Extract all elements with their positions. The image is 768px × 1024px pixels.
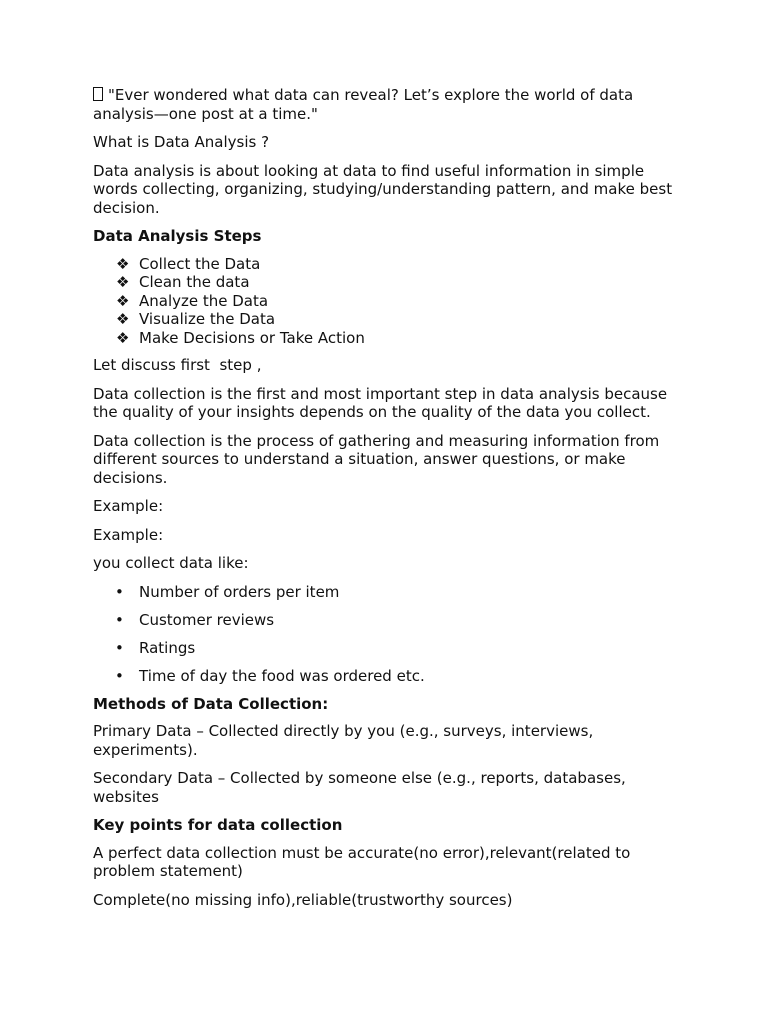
secondary-data-paragraph: Secondary Data – Collected by someone else (e.g., reports, databases, websites <box>93 769 626 806</box>
bullet-icon: • <box>115 638 124 657</box>
diamond-bullet-icon: ❖ <box>116 328 130 347</box>
steps-heading: Data Analysis Steps <box>93 227 262 245</box>
list-item: • Ratings <box>115 638 196 657</box>
key-points-line-1: A perfect data collection must be accurate(no error),relevant(related to problem statement) <box>93 843 631 880</box>
diamond-bullet-icon: ❖ <box>116 273 130 291</box>
list-item: ❖ Analyze the Data <box>116 291 269 310</box>
primary-data-paragraph: Primary Data – Collected directly by you (e.g., surveys, interviews, experiments). <box>93 722 594 759</box>
steps-list <box>93 255 673 348</box>
diamond-bullet-icon: ❖ <box>116 254 130 273</box>
list-item: ❖ Make Decisions or Take Action <box>116 328 365 347</box>
key-points-line-2: Complete(no missing info),reliable(trustworthy sources) <box>93 890 513 909</box>
list-item: • Time of day the food was ordered etc. <box>115 666 425 685</box>
examples-list <box>93 583 673 686</box>
list-item: ❖ Collect the Data <box>116 254 261 273</box>
intro-text: "Ever wondered what data can reveal? Let’s explore the world of data analysis—one post at a time." <box>93 86 634 123</box>
missing-glyph-icon <box>93 87 103 101</box>
key-points-heading: Key points for data collection <box>93 816 343 834</box>
bullet-icon: • <box>115 666 124 685</box>
question-paragraph: What is Data Analysis ? <box>93 133 270 151</box>
diamond-bullet-icon: ❖ <box>116 291 130 310</box>
methods-heading: Methods of Data Collection: <box>93 694 329 713</box>
bullet-icon: • <box>115 582 124 601</box>
example-label-1: Example: <box>93 497 164 515</box>
first-step-paragraph: Let discuss first step , <box>93 356 262 374</box>
list-item: • Number of orders per item <box>115 582 340 601</box>
document-page <box>93 86 673 919</box>
definition-paragraph: Data analysis is about looking at data to find useful information in simple words collecting, organizing, studying/understanding pattern, and make best decision. <box>93 161 673 217</box>
list-item: ❖ Clean the data <box>116 273 250 291</box>
collect-like-paragraph: you collect data like: <box>93 554 249 572</box>
diamond-bullet-icon: ❖ <box>116 310 130 328</box>
list-item: ❖ Visualize the Data <box>116 310 276 328</box>
collection-importance-paragraph: Data collection is the first and most important step in data analysis because the quality of your insights depends on the quality of the data you collect. <box>93 384 668 421</box>
example-label-2: Example: <box>93 525 164 544</box>
intro-paragraph <box>93 86 673 123</box>
collection-definition-paragraph: Data collection is the process of gathering and measuring information from different sources to understand a situation, answer questions, or make decisions. <box>93 431 660 487</box>
list-item: • Customer reviews <box>115 610 275 629</box>
bullet-icon: • <box>115 610 124 629</box>
